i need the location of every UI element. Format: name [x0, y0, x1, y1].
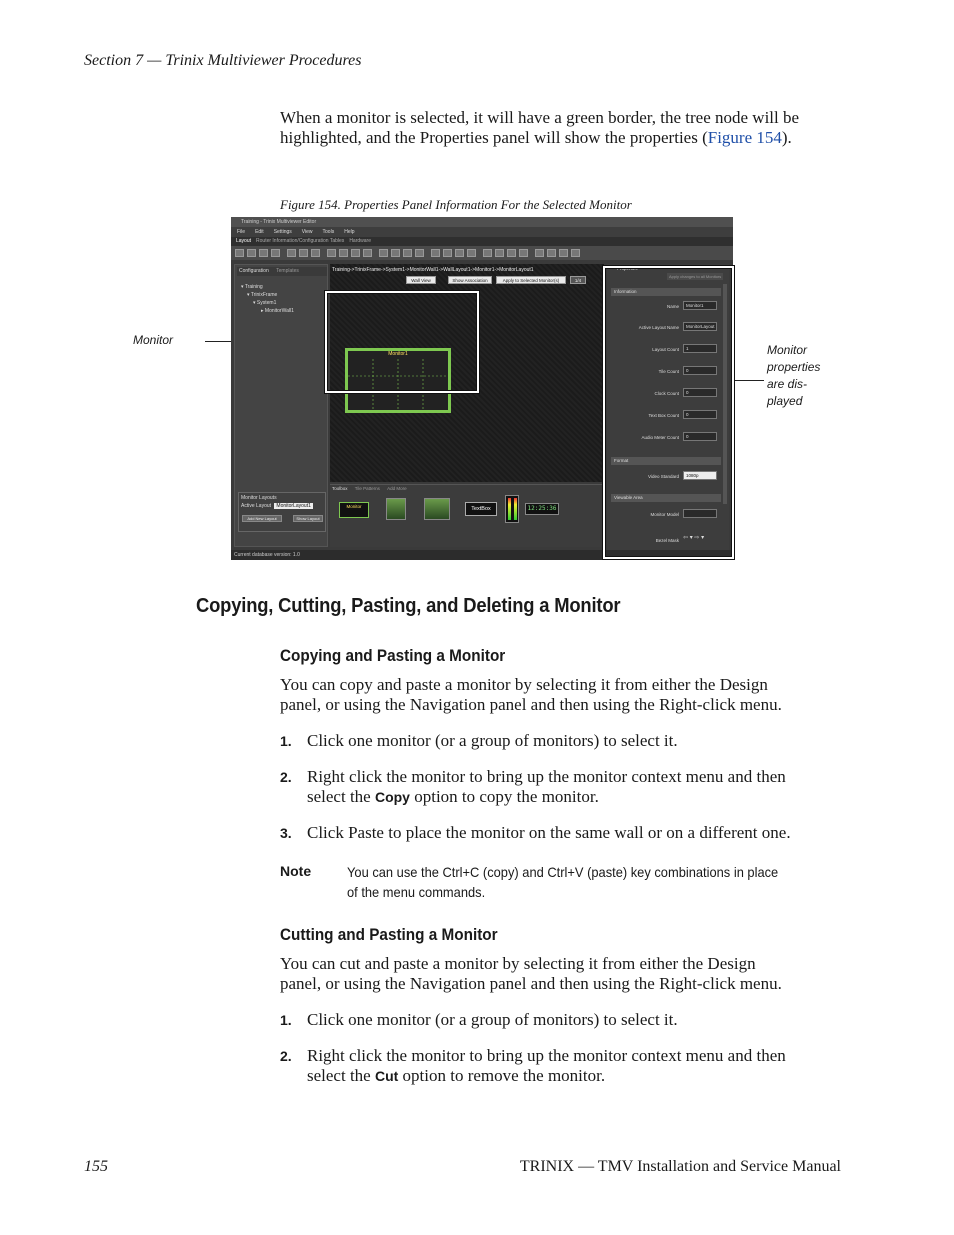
prop-name-field[interactable]: Monitor1	[683, 301, 717, 310]
toolbar-button[interactable]	[507, 249, 516, 257]
step-number: 3.	[280, 825, 292, 841]
monitor-label: Monitor1	[388, 351, 408, 357]
callout-properties	[767, 342, 820, 410]
toolbox-tile2-icon[interactable]	[424, 498, 450, 520]
show-association-button[interactable]: Show Association	[448, 276, 492, 284]
tree-label: System1	[256, 300, 277, 306]
callout-properties-line	[732, 380, 764, 381]
prop-label: Clock Count	[654, 391, 679, 396]
callout-line-2: properties	[767, 360, 821, 374]
text: option to copy the monitor.	[409, 787, 599, 806]
toolbox-tabs	[332, 486, 407, 491]
window-titlebar: Training - Trinix Multiviewer Editor	[231, 217, 733, 227]
note-label: Note	[280, 863, 312, 879]
tab-router[interactable]: Router Information/Configuration Tables	[256, 238, 345, 244]
prop-audio-count-field[interactable]: 0	[683, 432, 717, 441]
prop-label: Active Layout Name	[638, 325, 679, 330]
toolbar-button[interactable]	[455, 249, 464, 257]
copy-paragraph	[280, 675, 850, 715]
tree-label: TrinixFrame	[250, 292, 278, 298]
apply-selected-button[interactable]: Apply to Selected Monitor(s)	[496, 276, 566, 284]
copy-para-line: You can copy and paste a monitor by selecting it from either the Design	[280, 675, 768, 694]
menu-help[interactable]: Help	[344, 229, 355, 235]
toolbar-button[interactable]	[327, 249, 336, 257]
section-heading: Copying, Cutting, Pasting, and Deleting a Monitor	[196, 595, 621, 617]
properties-title: Properties	[617, 266, 638, 271]
toolbar-button[interactable]	[247, 249, 256, 257]
callout-line-3: are dis-	[767, 377, 808, 391]
step-number: 2.	[280, 1048, 292, 1064]
active-layout-select[interactable]: MonitorLayout1	[276, 503, 311, 509]
note-line: of the menu commands.	[347, 884, 486, 900]
tree-node-wall[interactable]: ▸ MonitorWall1	[261, 308, 294, 314]
nav-tabs	[237, 267, 327, 276]
toolbar-button[interactable]	[559, 249, 568, 257]
tree-node-frame[interactable]: ▾ TrinixFrame	[247, 292, 278, 298]
figure-caption: Figure 154. Properties Panel Information For the Selected Monitor	[280, 197, 632, 212]
prop-label: Name	[666, 304, 679, 309]
properties-highlight-frame	[602, 265, 735, 560]
cut-step-2-line	[307, 1066, 852, 1086]
figure-link[interactable]: Figure 154	[707, 128, 782, 147]
toolbar-button[interactable]	[363, 249, 372, 257]
toolbar-button[interactable]	[535, 249, 544, 257]
prop-tile-count-field[interactable]: 0	[683, 366, 717, 375]
step-number: 1.	[280, 1012, 292, 1028]
step-number: 1.	[280, 733, 292, 749]
layout-box-title: Monitor Layouts	[241, 495, 277, 501]
section-viewable-area: Viewable Area	[611, 494, 721, 502]
toolbar-button[interactable]	[391, 249, 400, 257]
copy-step-2	[307, 767, 852, 807]
text: select the	[307, 1066, 375, 1085]
menu-view[interactable]: View	[301, 229, 313, 235]
prop-layout-count-field[interactable]: 1	[683, 344, 717, 353]
prop-label: Layout Count	[652, 347, 679, 352]
prop-label: Text Box Count	[648, 413, 679, 418]
callout-monitor: Monitor	[133, 333, 174, 347]
callout-line-4: played	[767, 394, 803, 408]
toolbar-button[interactable]	[483, 249, 492, 257]
active-layout-label: Active Layout	[241, 503, 272, 509]
apply-all-button[interactable]: Apply changes to all Monitors	[669, 274, 722, 279]
wall-view-select[interactable]: Wall View	[406, 276, 436, 284]
tab-add-more[interactable]: Add More	[387, 486, 407, 491]
tree-label: MonitorWall1	[264, 308, 294, 314]
toolbar-button[interactable]	[235, 249, 244, 257]
prop-label: Monitor Model	[650, 512, 679, 517]
prop-label: Bezel Mask	[655, 538, 679, 543]
toolbar-button[interactable]	[443, 249, 452, 257]
toolbar-button[interactable]	[379, 249, 388, 257]
toolbar-button[interactable]	[467, 249, 476, 257]
video-standard-select[interactable]: 1080p	[683, 471, 717, 480]
bezel-arrows-icon[interactable]: ⇦ ▾ ⇨ ▾	[683, 535, 705, 541]
toolbox-monitor[interactable]: Monitor	[339, 502, 369, 518]
cut-step-2	[307, 1046, 852, 1086]
prop-clock-count-field[interactable]: 0	[683, 388, 717, 397]
intro-paragraph: When a monitor is selected, it will have a green border, the tree node will be highlighted, and the Properties panel will show the properties (Figure 154).	[280, 108, 800, 147]
menu-edit[interactable]: Edit	[255, 229, 264, 235]
toolbar-button[interactable]	[351, 249, 360, 257]
toolbar-button[interactable]	[415, 249, 424, 257]
breadcrumb: Training->TrinixFrame->System1->MonitorWall1->WallLayout1->Monitor1->MonitorLayout1	[332, 267, 534, 273]
section-format: Format	[611, 457, 721, 465]
copy-step-2-line: Right click the monitor to bring up the monitor context menu and then	[307, 767, 786, 786]
cut-step-2-line: Right click the monitor to bring up the monitor context menu and then	[307, 1046, 786, 1065]
copy-heading: Copying and Pasting a Monitor	[280, 646, 506, 665]
navigation-panel	[234, 264, 328, 547]
callout-line-1: Monitor	[767, 343, 808, 357]
prop-label: Tile Count	[658, 369, 679, 374]
note-text	[347, 862, 816, 902]
text: select the	[307, 787, 375, 806]
tab-layout[interactable]: Layout	[236, 238, 252, 244]
ratio-select[interactable]: 1/4	[570, 276, 586, 284]
main-tabs	[231, 237, 733, 246]
copy-step-1: Click one monitor (or a group of monitors) to select it.	[307, 731, 678, 750]
prop-textbox-count-field[interactable]: 0	[683, 410, 717, 419]
copy-step-2-line	[307, 787, 852, 807]
toolbox-panel	[330, 484, 604, 547]
toolbar	[231, 246, 733, 260]
toolbox-tile-icon[interactable]	[386, 498, 406, 520]
active-layout-row	[241, 503, 323, 509]
monitor-highlight-frame	[324, 290, 480, 394]
tab-templates[interactable]: Templates	[276, 268, 299, 274]
prop-active-layout-field[interactable]: MonitorLayout	[683, 322, 717, 331]
tree-label: Training	[244, 284, 263, 290]
copy-para-line: panel, or using the Navigation panel and then using the Right-click menu.	[280, 695, 782, 714]
tree-node-system[interactable]: ▾ System1	[253, 300, 277, 306]
status-bar: Current database version: 1.0	[231, 550, 733, 560]
toolbar-button[interactable]	[571, 249, 580, 257]
toolbox-audio-meter[interactable]	[505, 495, 519, 523]
intro-after: ).	[781, 128, 792, 147]
cut-step-1: Click one monitor (or a group of monitors) to select it.	[307, 1010, 678, 1029]
toolbar-button[interactable]	[431, 249, 440, 257]
toolbar-button[interactable]	[299, 249, 308, 257]
cut-paragraph	[280, 954, 850, 994]
menu-bar	[231, 227, 733, 237]
option-cut: Cut	[374, 1068, 399, 1084]
toolbar-button[interactable]	[339, 249, 348, 257]
toolbar-button[interactable]	[271, 249, 280, 257]
toolbar-button[interactable]	[495, 249, 504, 257]
toolbar-button[interactable]	[547, 249, 556, 257]
toolbox-textbox[interactable]: TextBox	[465, 502, 497, 516]
option-copy: Copy	[374, 789, 410, 805]
prop-label: Audio Meter Count	[641, 435, 679, 440]
tab-hardware[interactable]: Hardware	[349, 238, 371, 244]
menu-tools[interactable]: Tools	[322, 229, 335, 235]
cut-para-line: You can cut and paste a monitor by selecting it from either the Design	[280, 954, 756, 973]
note-line: You can use the Ctrl+C (copy) and Ctrl+V (paste) key combinations in place	[347, 864, 779, 880]
tree-node-training[interactable]: ▾ Training	[241, 284, 263, 290]
text: option to remove the monitor.	[398, 1066, 606, 1085]
running-header: Section 7 — Trinix Multiviewer Procedures	[84, 52, 362, 69]
toolbar-button[interactable]	[403, 249, 412, 257]
prop-label: Video Standard	[648, 474, 679, 479]
toolbar-button[interactable]	[311, 249, 320, 257]
page-number: 155	[84, 1158, 108, 1175]
tab-configuration[interactable]: Configuration	[239, 268, 269, 274]
tab-tile-patterns[interactable]: Tile Patterns	[354, 486, 380, 491]
menu-settings[interactable]: Settings	[273, 229, 292, 235]
show-layout-button[interactable]: Show Layout	[293, 515, 323, 522]
cut-heading: Cutting and Pasting a Monitor	[280, 925, 498, 944]
copy-step-3: Click Paste to place the monitor on the same wall or on a different one.	[307, 823, 791, 842]
toolbar-button[interactable]	[259, 249, 268, 257]
tab-toolbox[interactable]: Toolbox	[332, 486, 348, 491]
cut-para-line: panel, or using the Navigation panel and then using the Right-click menu.	[280, 974, 782, 993]
menu-file[interactable]: File	[237, 229, 246, 235]
step-number: 2.	[280, 769, 292, 785]
add-layout-button[interactable]: Add New Layout	[242, 515, 282, 522]
toolbar-button[interactable]	[519, 249, 528, 257]
section-information: Information	[611, 288, 721, 296]
footer-title: TRINIX — TMV Installation and Service Manual	[519, 1158, 841, 1175]
intro-text: When a monitor is selected, it will have a green border, the tree node will be highlighted, and the Properties panel will show the properties	[280, 108, 800, 147]
monitor-layouts-box	[238, 492, 326, 532]
toolbox-clock[interactable]: 12:25:36	[525, 503, 559, 515]
toolbar-button[interactable]	[287, 249, 296, 257]
